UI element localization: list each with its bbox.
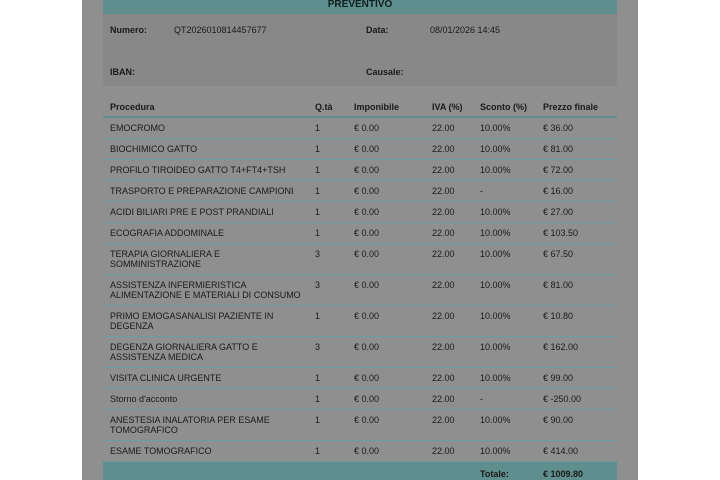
- numero-label: Numero:: [110, 25, 148, 35]
- data-label: Data:: [366, 25, 389, 35]
- price-cell: € 81.00: [536, 275, 617, 306]
- quote-title: PREVENTIVO: [103, 0, 617, 14]
- procedure-cell: VISITA CLINICA URGENTE: [103, 368, 308, 389]
- col-iva: IVA (%): [425, 97, 473, 117]
- table-row: [103, 368, 617, 389]
- imponibile-cell: € 0.00: [347, 244, 425, 275]
- imponibile-cell: € 0.00: [347, 223, 425, 244]
- sconto-cell: 10.00%: [473, 202, 536, 223]
- quantity-cell: 1: [308, 368, 347, 389]
- iban-label: IBAN:: [110, 67, 135, 77]
- price-cell: € 162.00: [536, 337, 617, 368]
- total-bar: [103, 462, 617, 480]
- table-row: [103, 223, 617, 244]
- imponibile-cell: € 0.00: [347, 117, 425, 139]
- data-value: 08/01/2026 14:45: [430, 25, 501, 35]
- table-row: [103, 410, 617, 441]
- procedures-table: [103, 97, 617, 462]
- numero-value: QT2026010814457677: [174, 25, 267, 35]
- table-header-row: [103, 97, 617, 117]
- iva-cell: 22.00: [425, 337, 473, 368]
- sconto-cell: 10.00%: [473, 244, 536, 275]
- sconto-cell: 10.00%: [473, 160, 536, 181]
- iva-cell: 22.00: [425, 139, 473, 160]
- iva-cell: 22.00: [425, 389, 473, 410]
- price-cell: € -250.00: [536, 389, 617, 410]
- quote-meta: [103, 14, 617, 86]
- quantity-cell: 3: [308, 337, 347, 368]
- table-row: [103, 139, 617, 160]
- col-imponibile: Imponibile: [347, 97, 425, 117]
- price-cell: € 81.00: [536, 139, 617, 160]
- col-sconto: Sconto (%): [473, 97, 536, 117]
- price-cell: € 10.80: [536, 306, 617, 337]
- procedure-cell: ANESTESIA INALATORIA PER ESAME TOMOGRAFICO: [103, 410, 308, 441]
- procedure-cell: DEGENZA GIORNALIERA GATTO E ASSISTENZA MEDICA: [103, 337, 308, 368]
- procedure-cell: ACIDI BILIARI PRE E POST PRANDIALI: [103, 202, 308, 223]
- table-row: [103, 389, 617, 410]
- iva-cell: 22.00: [425, 202, 473, 223]
- price-cell: € 36.00: [536, 117, 617, 139]
- price-cell: € 103.50: [536, 223, 617, 244]
- sconto-cell: -: [473, 389, 536, 410]
- procedure-cell: ESAME TOMOGRAFICO: [103, 441, 308, 462]
- sconto-cell: 10.00%: [473, 223, 536, 244]
- iva-cell: 22.00: [425, 181, 473, 202]
- procedure-cell: ECOGRAFIA ADDOMINALE: [103, 223, 308, 244]
- imponibile-cell: € 0.00: [347, 410, 425, 441]
- procedure-cell: TRASPORTO E PREPARAZIONE CAMPIONI: [103, 181, 308, 202]
- col-prezzo-finale: Prezzo finale: [536, 97, 617, 117]
- quantity-cell: 3: [308, 275, 347, 306]
- table-row: [103, 337, 617, 368]
- quantity-cell: 1: [308, 117, 347, 139]
- procedure-cell: TERAPIA GIORNALIERA E SOMMINISTRAZIONE: [103, 244, 308, 275]
- quantity-cell: 1: [308, 139, 347, 160]
- sconto-cell: 10.00%: [473, 410, 536, 441]
- imponibile-cell: € 0.00: [347, 389, 425, 410]
- sconto-cell: 10.00%: [473, 117, 536, 139]
- price-cell: € 67.50: [536, 244, 617, 275]
- imponibile-cell: € 0.00: [347, 181, 425, 202]
- iva-cell: 22.00: [425, 410, 473, 441]
- quote-sheet: [103, 0, 617, 480]
- document-page: [82, 0, 638, 480]
- imponibile-cell: € 0.00: [347, 306, 425, 337]
- procedure-cell: PRIMO EMOGASANALISI PAZIENTE IN DEGENZA: [103, 306, 308, 337]
- sconto-cell: -: [473, 181, 536, 202]
- causale-label: Causale:: [366, 67, 404, 77]
- iva-cell: 22.00: [425, 441, 473, 462]
- quantity-cell: 1: [308, 160, 347, 181]
- quantity-cell: 1: [308, 441, 347, 462]
- table-row: [103, 202, 617, 223]
- table-row: [103, 181, 617, 202]
- quantity-cell: 3: [308, 244, 347, 275]
- sconto-cell: 10.00%: [473, 441, 536, 462]
- table-row: [103, 117, 617, 139]
- procedure-cell: ASSISTENZA INFERMIERISTICA ALIMENTAZIONE E MATERIALI DI CONSUMO: [103, 275, 308, 306]
- price-cell: € 90.00: [536, 410, 617, 441]
- sconto-cell: 10.00%: [473, 275, 536, 306]
- col-procedura: Procedura: [103, 97, 308, 117]
- procedure-cell: Storno d'acconto: [103, 389, 308, 410]
- quantity-cell: 1: [308, 306, 347, 337]
- total-label: Totale:: [480, 469, 509, 479]
- imponibile-cell: € 0.00: [347, 160, 425, 181]
- procedure-cell: PROFILO TIROIDEO GATTO T4+FT4+TSH: [103, 160, 308, 181]
- table-row: [103, 275, 617, 306]
- quantity-cell: 1: [308, 181, 347, 202]
- iva-cell: 22.00: [425, 306, 473, 337]
- imponibile-cell: € 0.00: [347, 202, 425, 223]
- table-row: [103, 160, 617, 181]
- procedure-cell: EMOCROMO: [103, 117, 308, 139]
- imponibile-cell: € 0.00: [347, 139, 425, 160]
- price-cell: € 72.00: [536, 160, 617, 181]
- iva-cell: 22.00: [425, 275, 473, 306]
- quantity-cell: 1: [308, 202, 347, 223]
- iva-cell: 22.00: [425, 244, 473, 275]
- quantity-cell: 1: [308, 223, 347, 244]
- imponibile-cell: € 0.00: [347, 337, 425, 368]
- iva-cell: 22.00: [425, 223, 473, 244]
- price-cell: € 414.00: [536, 441, 617, 462]
- procedure-cell: BIOCHIMICO GATTO: [103, 139, 308, 160]
- table-row: [103, 244, 617, 275]
- iva-cell: 22.00: [425, 160, 473, 181]
- quantity-cell: 1: [308, 389, 347, 410]
- iva-cell: 22.00: [425, 117, 473, 139]
- quantity-cell: 1: [308, 410, 347, 441]
- sconto-cell: 10.00%: [473, 337, 536, 368]
- price-cell: € 16.00: [536, 181, 617, 202]
- table-row: [103, 306, 617, 337]
- table-row: [103, 441, 617, 462]
- imponibile-cell: € 0.00: [347, 275, 425, 306]
- sconto-cell: 10.00%: [473, 139, 536, 160]
- imponibile-cell: € 0.00: [347, 368, 425, 389]
- sconto-cell: 10.00%: [473, 306, 536, 337]
- price-cell: € 99.00: [536, 368, 617, 389]
- iva-cell: 22.00: [425, 368, 473, 389]
- imponibile-cell: € 0.00: [347, 441, 425, 462]
- sconto-cell: 10.00%: [473, 368, 536, 389]
- price-cell: € 27.00: [536, 202, 617, 223]
- total-value: € 1009.80: [543, 469, 584, 479]
- col-quantita: Q.tà: [308, 97, 347, 117]
